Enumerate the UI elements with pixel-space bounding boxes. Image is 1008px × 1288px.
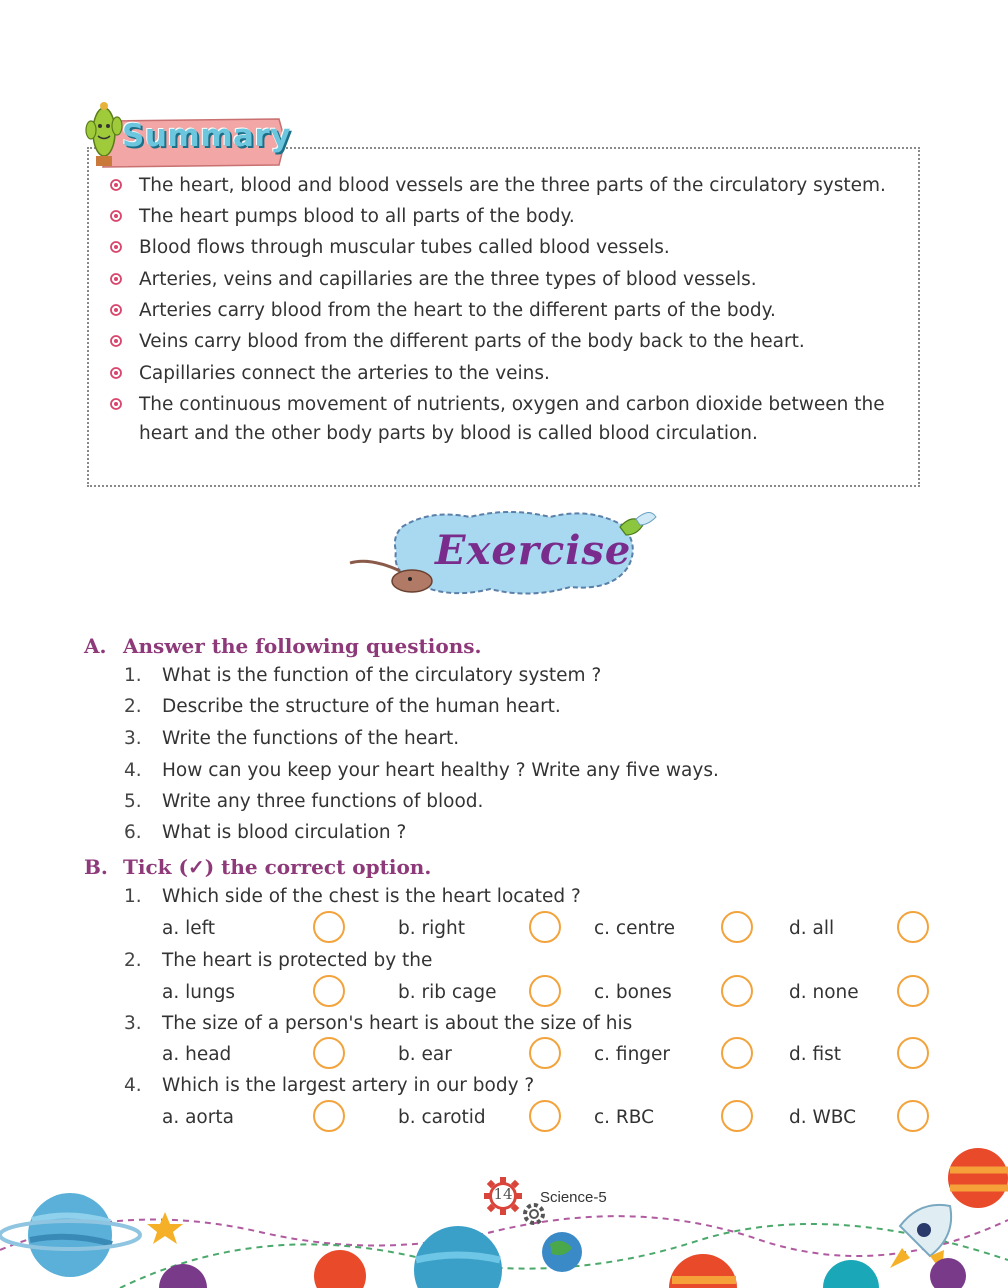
question-text: What is blood circulation ? bbox=[162, 822, 407, 843]
exercise-title: Exercise bbox=[435, 527, 632, 574]
question-text: The size of a person's heart is about the size of his bbox=[162, 1013, 633, 1034]
question-text: Write any three functions of blood. bbox=[162, 791, 484, 812]
question-number: 2. bbox=[124, 696, 142, 717]
option-circle[interactable] bbox=[529, 911, 561, 943]
summary-item-text: The heart, blood and blood vessels are the three parts of the circulatory system. bbox=[139, 175, 886, 196]
option-label: b. ear bbox=[398, 1044, 452, 1065]
option-label: c. bones bbox=[594, 982, 672, 1003]
option-circle[interactable] bbox=[721, 1037, 753, 1069]
option-label: b. rib cage bbox=[398, 982, 497, 1003]
summary-item-text: The heart pumps blood to all parts of the body. bbox=[139, 206, 575, 227]
option-circle[interactable] bbox=[721, 1100, 753, 1132]
bullet-icon bbox=[110, 304, 122, 316]
option-label: d. WBC bbox=[789, 1107, 857, 1128]
option-label: c. RBC bbox=[594, 1107, 655, 1128]
section-b-title: Tick (✓) the correct option. bbox=[123, 855, 432, 879]
bullet-icon bbox=[110, 335, 122, 347]
summary-item-text: Arteries carry blood from the heart to the different parts of the body. bbox=[139, 300, 776, 321]
book-label: Science-5 bbox=[540, 1189, 607, 1206]
question-number: 1. bbox=[124, 886, 142, 907]
question-number: 2. bbox=[124, 950, 142, 971]
question-text: Describe the structure of the human heart. bbox=[162, 696, 561, 717]
question-number: 5. bbox=[124, 791, 142, 812]
bullet-icon bbox=[110, 210, 122, 222]
option-circle[interactable] bbox=[313, 975, 345, 1007]
question-text: Which is the largest artery in our body ? bbox=[162, 1075, 535, 1096]
question-text: Which side of the chest is the heart located ? bbox=[162, 886, 581, 907]
option-circle[interactable] bbox=[313, 911, 345, 943]
summary-item-text: The continuous movement of nutrients, oxygen and carbon dioxide between the heart and the other body parts by blood is called blood circulation. bbox=[139, 394, 885, 444]
summary-item-text: Capillaries connect the arteries to the veins. bbox=[139, 363, 550, 384]
option-circle[interactable] bbox=[897, 1100, 929, 1132]
option-label: a. left bbox=[162, 918, 216, 939]
option-circle[interactable] bbox=[313, 1037, 345, 1069]
question-text: What is the function of the circulatory system ? bbox=[162, 665, 602, 686]
option-label: a. head bbox=[162, 1044, 232, 1065]
option-circle[interactable] bbox=[529, 975, 561, 1007]
option-circle[interactable] bbox=[897, 911, 929, 943]
section-b-letter: B. bbox=[84, 855, 108, 879]
question-number: 4. bbox=[124, 760, 142, 781]
question-number: 1. bbox=[124, 665, 142, 686]
bullet-icon bbox=[110, 273, 122, 285]
option-label: c. centre bbox=[594, 918, 676, 939]
option-label: d. fist bbox=[789, 1044, 842, 1065]
bullet-icon bbox=[110, 179, 122, 191]
question-text: How can you keep your heart healthy ? Write any five ways. bbox=[162, 760, 719, 781]
summary-item-text: Blood flows through muscular tubes called blood vessels. bbox=[139, 237, 670, 258]
question-text: Write the functions of the heart. bbox=[162, 728, 460, 749]
planet-icon bbox=[0, 1193, 140, 1277]
option-label: d. all bbox=[789, 918, 835, 939]
question-number: 4. bbox=[124, 1075, 142, 1096]
section-a-title: Answer the following questions. bbox=[123, 634, 482, 658]
option-circle[interactable] bbox=[529, 1100, 561, 1132]
option-circle[interactable] bbox=[529, 1037, 561, 1069]
bullet-icon bbox=[110, 398, 122, 410]
option-label: a. lungs bbox=[162, 982, 236, 1003]
bullet-icon bbox=[110, 241, 122, 253]
option-label: c. finger bbox=[594, 1044, 671, 1065]
option-label: b. carotid bbox=[398, 1107, 486, 1128]
option-circle[interactable] bbox=[897, 975, 929, 1007]
summary-item-text: Veins carry blood from the different parts of the body back to the heart. bbox=[139, 331, 805, 352]
option-label: a. aorta bbox=[162, 1107, 234, 1128]
option-circle[interactable] bbox=[313, 1100, 345, 1132]
option-circle[interactable] bbox=[721, 911, 753, 943]
summary-title: Summary bbox=[122, 118, 291, 154]
question-number: 6. bbox=[124, 822, 142, 843]
section-a-letter: A. bbox=[84, 634, 107, 658]
bullet-icon bbox=[110, 367, 122, 379]
question-number: 3. bbox=[124, 728, 142, 749]
option-circle[interactable] bbox=[897, 1037, 929, 1069]
option-label: b. right bbox=[398, 918, 465, 939]
question-text: The heart is protected by the bbox=[162, 950, 433, 971]
option-label: d. none bbox=[789, 982, 859, 1003]
option-circle[interactable] bbox=[721, 975, 753, 1007]
summary-item-text: Arteries, veins and capillaries are the three types of blood vessels. bbox=[139, 269, 757, 290]
page-number: 14 bbox=[493, 1185, 513, 1203]
question-number: 3. bbox=[124, 1013, 142, 1034]
cactus-icon bbox=[84, 96, 124, 168]
